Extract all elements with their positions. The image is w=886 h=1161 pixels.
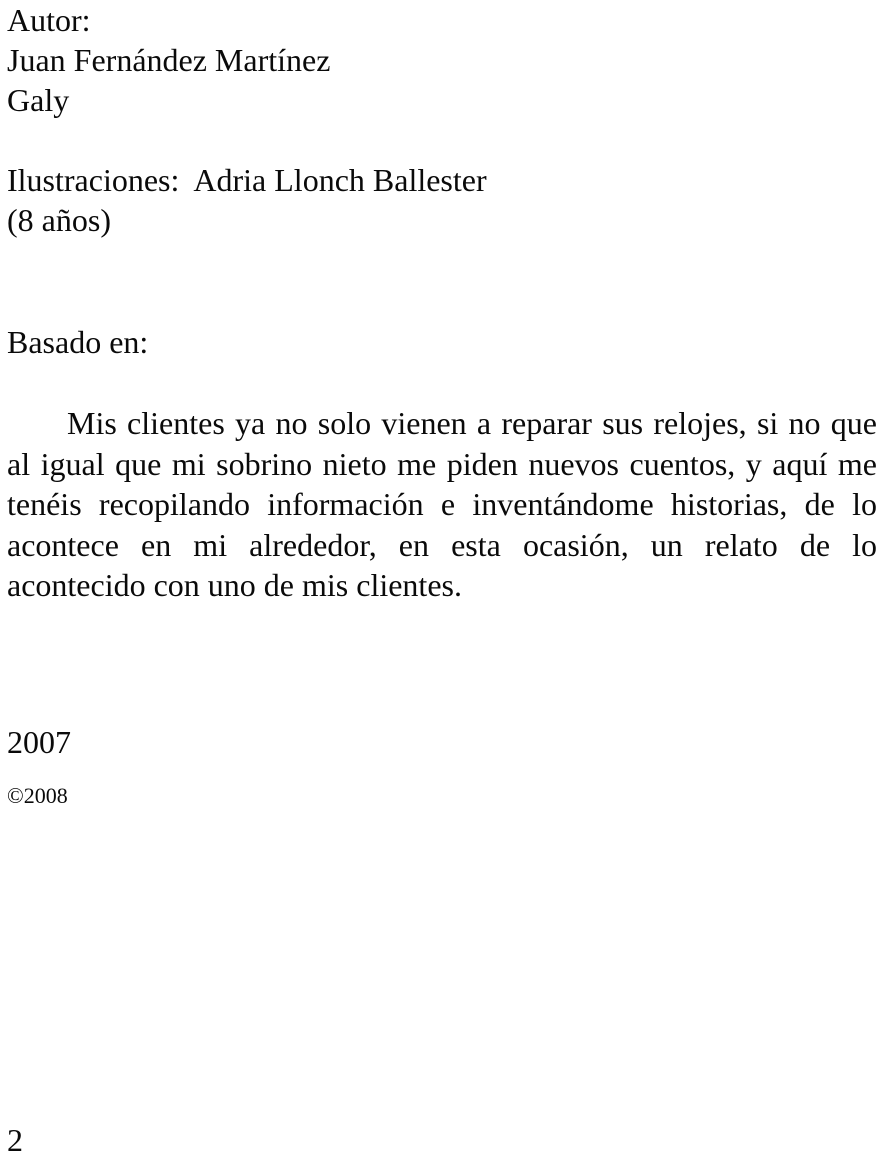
year: 2007 bbox=[7, 724, 71, 760]
illustrations-line bbox=[7, 160, 487, 200]
illustrations-label: Ilustraciones: bbox=[7, 162, 180, 198]
illustrator-name: Adria Llonch Ballester bbox=[193, 162, 487, 198]
illustrator-age: (8 años) bbox=[7, 202, 111, 238]
author-name: Juan Fernández Martínez bbox=[7, 42, 331, 78]
based-on-paragraph: Mis clientes ya no solo vienen a reparar sus relojes, si no que al igual que mi sobrino nieto me piden nuevos cuentos, y aquí me tenéis recopilando información e inventándome historias, de lo acontece en mi alrededor, en esta ocasión, un relato de lo acontecido con uno de mis clientes. bbox=[7, 405, 877, 603]
based-on-label: Basado en: bbox=[7, 324, 149, 360]
author-alias: Galy bbox=[7, 82, 70, 118]
page-number: 2 bbox=[7, 1122, 23, 1158]
author-label: Autor: bbox=[7, 2, 91, 38]
copyright-notice: ©2008 bbox=[7, 783, 68, 808]
